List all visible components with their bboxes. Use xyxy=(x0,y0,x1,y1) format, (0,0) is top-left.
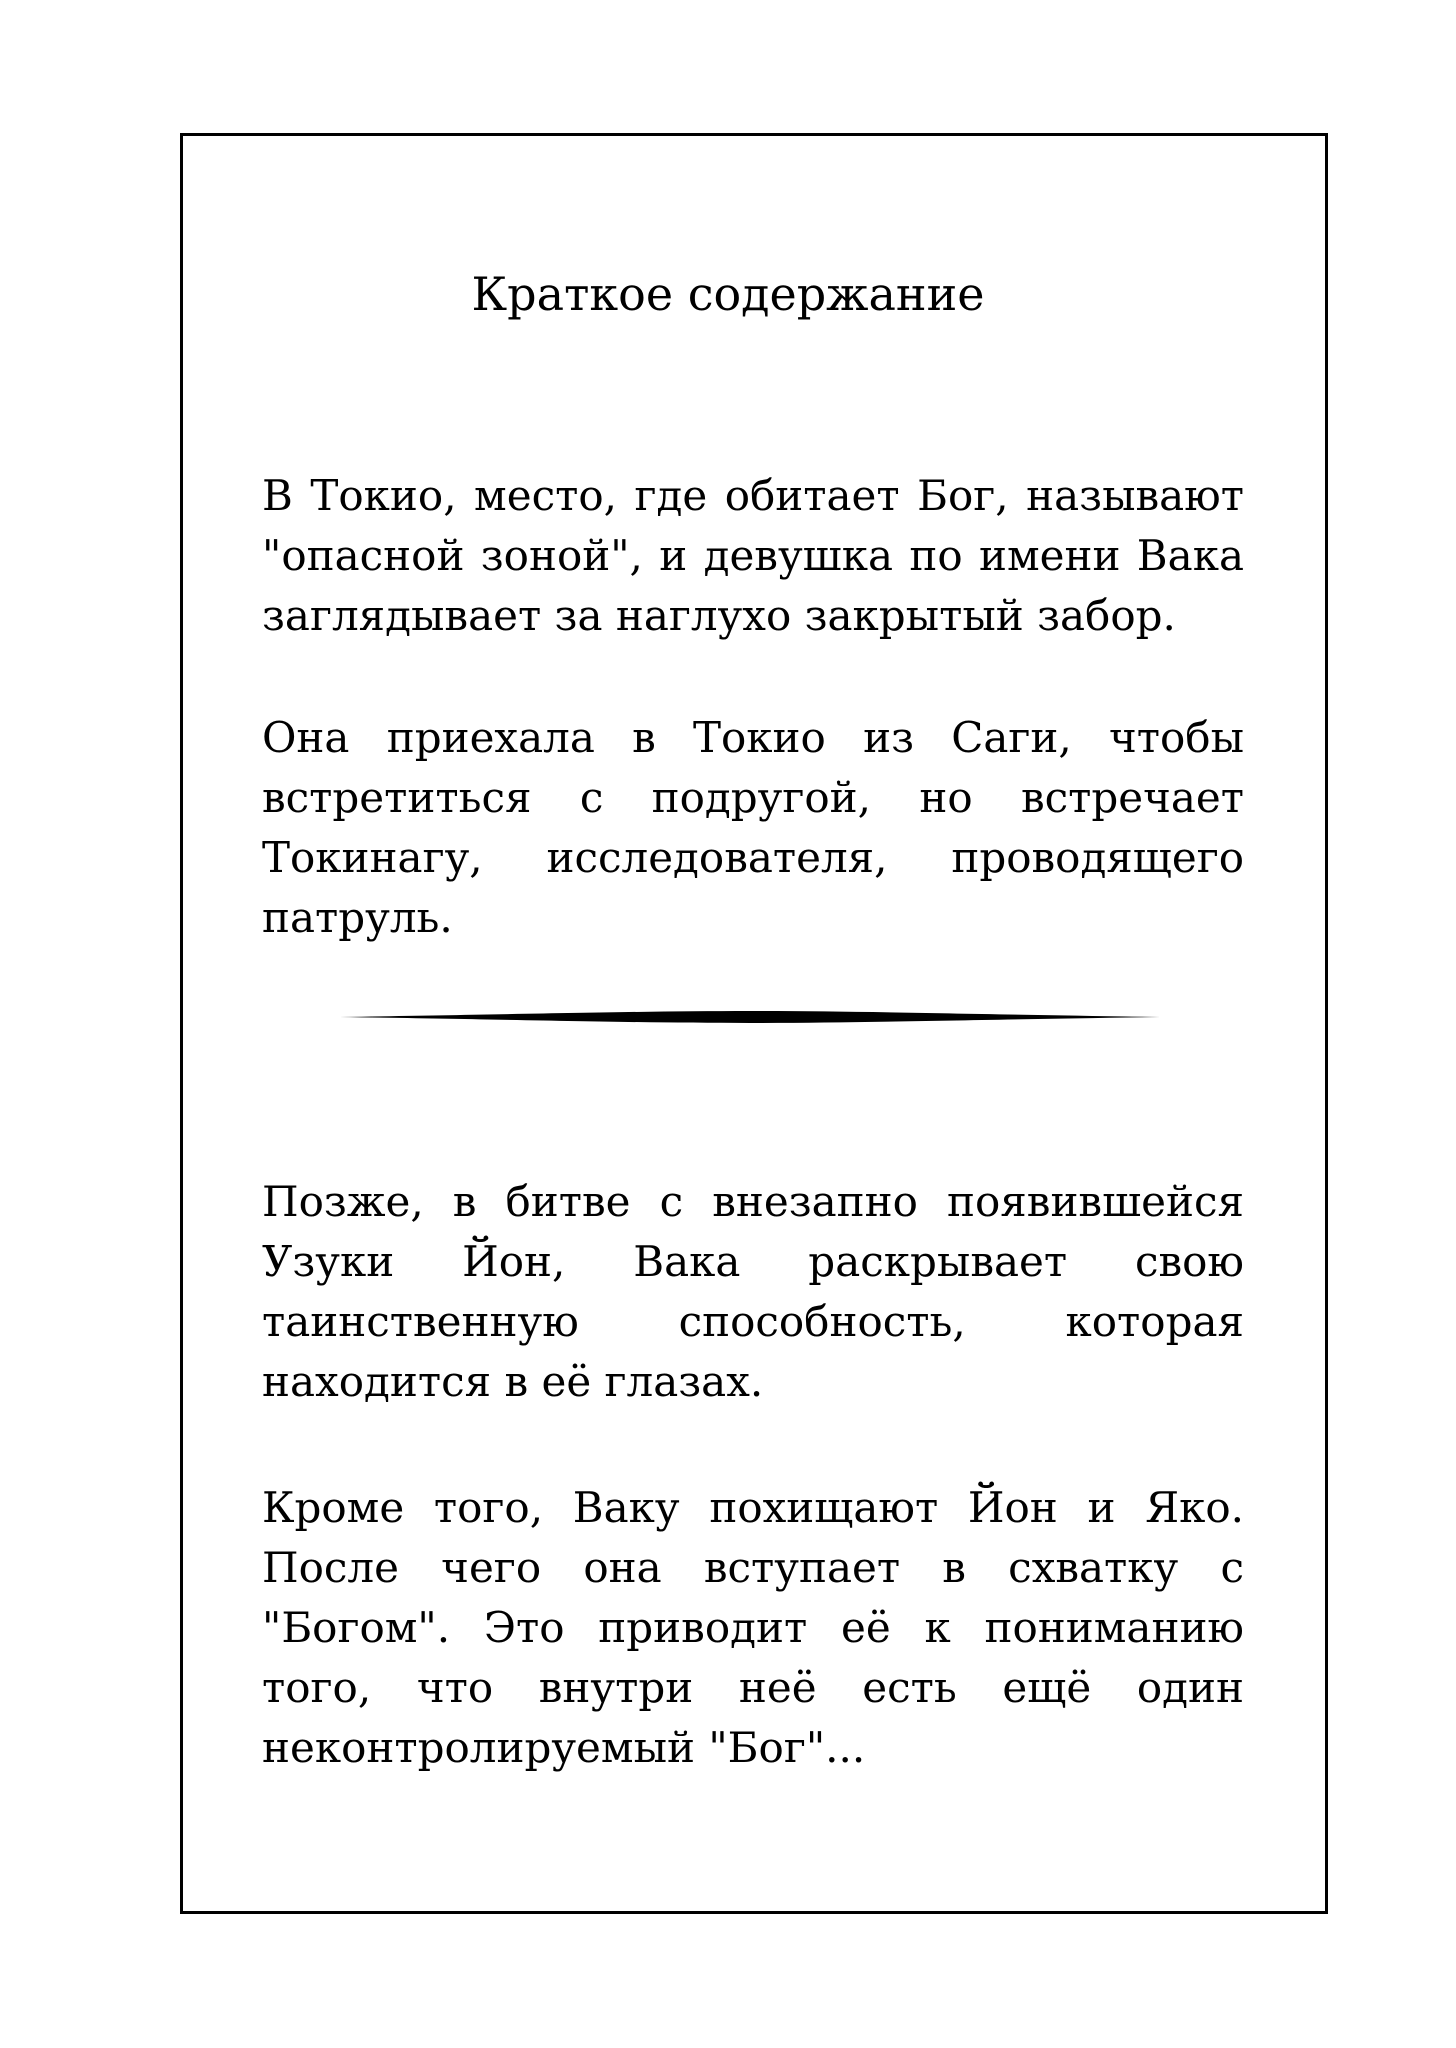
page-title: Краткое содержание xyxy=(471,267,985,321)
summary-paragraph-2 xyxy=(262,708,1244,948)
summary-paragraph-1 xyxy=(262,466,1244,646)
paragraph-text: В Токио, место, где обитает Бог, называют "опасной зоной", и девушка по имени Вака заглядывает за наглухо закрытый забор. xyxy=(262,471,1244,640)
paragraph-text: Позже, в битве с внезапно появившейся Узуки Йон, Вака раскрывает свою таинственную способность, которая находится в её глазах. xyxy=(262,1177,1244,1406)
paragraph-text: Кроме того, Ваку похищают Йон и Яко. После чего она вступает в схватку с "Богом". Это приводит её к пониманию того, что внутри неё есть ещё один неконтролируемый "Бог"... xyxy=(262,1483,1244,1772)
summary-paragraph-4 xyxy=(262,1478,1244,1778)
ornamental-divider xyxy=(340,1005,1160,1029)
summary-paragraph-3 xyxy=(262,1172,1244,1412)
paragraph-text: Она приехала в Токио из Саги, чтобы встретиться с подругой, но встречает Токинагу, исследователя, проводящего патруль. xyxy=(262,713,1244,942)
